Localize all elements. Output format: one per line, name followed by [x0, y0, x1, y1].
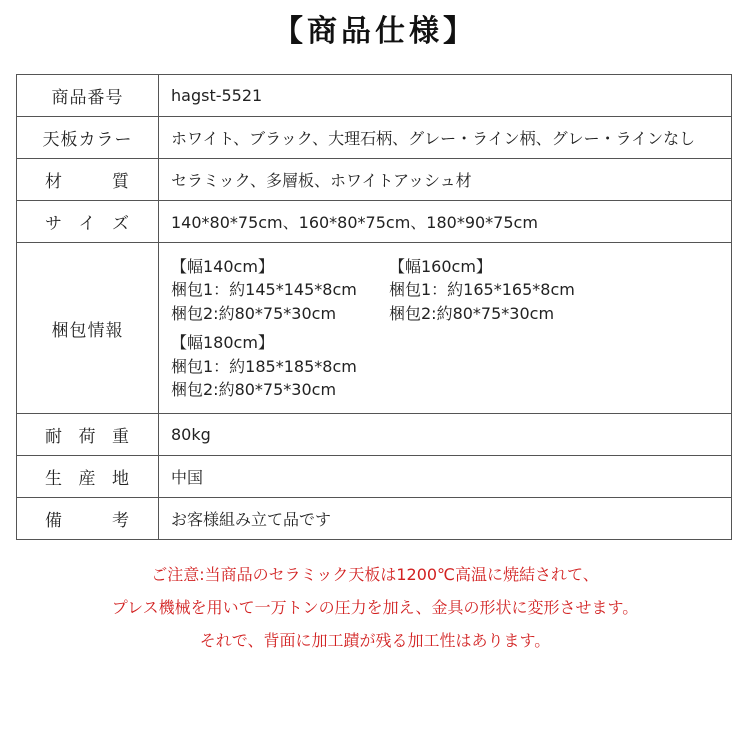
pack-block-180: [171, 331, 389, 402]
label-top-color: 天板カラー: [17, 117, 159, 159]
value-size: 140*80*75cm、160*80*75cm、180*90*75cm: [159, 201, 732, 243]
pack-header-180: 【幅180cm】: [171, 333, 274, 352]
label-size-char-1: サ: [45, 214, 63, 234]
pack-block-160: [389, 255, 609, 326]
value-origin: 中国: [159, 456, 732, 498]
label-origin-char-3: 地: [112, 469, 130, 489]
pack-line2-140: 梱包2:約80*75*30cm: [171, 303, 337, 323]
notice-line-3: それで、背面に加工蹟が残る加工性はあります。: [199, 631, 551, 650]
label-remarks-char-1: 備: [45, 511, 63, 531]
pack-line1-180: 梱包1：約185*185*8cm: [171, 356, 357, 376]
pack-line2-180: 梱包2:約80*75*30cm: [171, 380, 337, 399]
label-size-char-3: ズ: [112, 214, 130, 234]
table-row-product-number: [17, 75, 732, 117]
value-material: セラミック、多層板、ホワイトアッシュ材: [159, 159, 732, 201]
pack-line2-160: 梱包2:約80*75*30cm: [389, 303, 555, 323]
value-top-color: ホワイト、ブラック、大理石柄、グレー・ライン柄、グレー・ラインなし: [159, 117, 732, 159]
table-row-top-color: [17, 117, 732, 159]
label-material: [17, 159, 159, 201]
table-row-load: [17, 414, 732, 456]
table-row-remarks: [17, 498, 732, 540]
value-load: 80kg: [159, 414, 732, 456]
pack-header-140: 【幅140cm】: [171, 256, 274, 276]
label-packaging: 梱包情報: [17, 243, 159, 414]
label-load: [17, 414, 159, 456]
value-remarks: お客様組み立て品です: [159, 498, 732, 540]
value-packaging: [159, 243, 732, 414]
label-product-number: 商品番号: [17, 75, 159, 117]
label-origin: [17, 456, 159, 498]
pack-line1-160: 梱包1：約165*165*8cm: [389, 280, 575, 299]
label-material-char-1: 材: [45, 172, 63, 192]
table-row-packaging: [17, 243, 732, 414]
table-row-size: [17, 201, 732, 243]
label-load-char-2: 荷: [78, 427, 97, 447]
spec-table: [16, 74, 732, 540]
notice-line-1: ご注意:当商品のセラミック天板は1200℃高温に焼結されて、: [151, 565, 599, 584]
page-title: 【商品仕様】: [273, 14, 477, 49]
label-size: [17, 201, 159, 243]
label-size-char-2: イ: [78, 214, 97, 234]
label-material-char-2: 質: [112, 172, 130, 192]
table-row-material: [17, 159, 732, 201]
notice-line-2: プレス機械を用いて一万トンの圧力を加え、金具の形状に変形させます。: [111, 598, 639, 617]
label-load-char-1: 耐: [45, 427, 63, 447]
table-row-origin: [17, 456, 732, 498]
label-remarks: [17, 498, 159, 540]
pack-block-140: [171, 255, 389, 326]
pack-line1-140: 梱包1：約145*145*8cm: [171, 280, 357, 299]
label-origin-char-2: 産: [78, 469, 97, 489]
label-remarks-char-2: 考: [112, 511, 130, 531]
pack-header-160: 【幅160cm】: [389, 256, 492, 276]
label-load-char-3: 重: [112, 427, 130, 447]
notice-text: [0, 558, 750, 657]
value-product-number: hagst-5521: [159, 75, 732, 117]
label-origin-char-1: 生: [45, 469, 63, 489]
